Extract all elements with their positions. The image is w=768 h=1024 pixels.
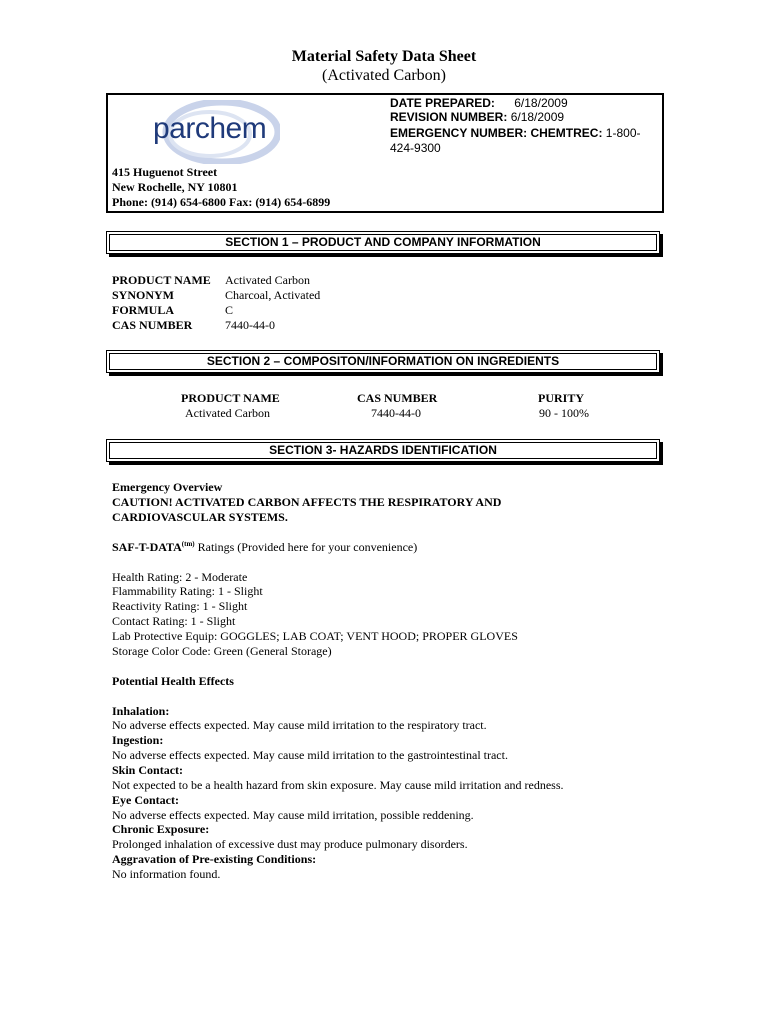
composition-header-purity: PURITY bbox=[538, 391, 585, 405]
emergency-value-part1: 1-800- bbox=[605, 126, 641, 140]
cas-number-value: 7440-44-0 bbox=[225, 318, 275, 332]
composition-value-purity: 90 - 100% bbox=[539, 406, 589, 420]
flammability-rating: Flammability Rating: 1 - Slight bbox=[112, 584, 263, 598]
composition-value-cas: 7440-44-0 bbox=[371, 406, 421, 420]
product-name-value: Activated Carbon bbox=[225, 273, 310, 287]
inhalation-text: No adverse effects expected. May cause mild irritation to the respiratory tract. bbox=[112, 718, 487, 732]
phone-fax-line: Phone: (914) 654-6800 Fax: (914) 654-6899 bbox=[112, 195, 331, 209]
aggravation-heading: Aggravation of Pre-existing Conditions: bbox=[112, 852, 317, 866]
date-prepared bbox=[390, 96, 568, 110]
skin-contact-text: Not expected to be a health hazard from skin exposure. May cause mild irritation and redness. bbox=[112, 778, 564, 792]
caution-line-2: CARDIOVASCULAR SYSTEMS. bbox=[112, 510, 288, 524]
health-rating: Health Rating: 2 - Moderate bbox=[112, 570, 248, 584]
address-line-1: 415 Huguenot Street bbox=[112, 165, 218, 179]
saf-t-data-label: SAF-T-DATA bbox=[112, 540, 182, 554]
inhalation-heading: Inhalation: bbox=[112, 704, 170, 718]
composition-header-cas: CAS NUMBER bbox=[357, 391, 438, 405]
synonym-value: Charcoal, Activated bbox=[225, 288, 321, 302]
lab-protective-equip: Lab Protective Equip: GOGGLES; LAB COAT; VENT HOOD; PROPER GLOVES bbox=[112, 629, 518, 643]
document-subtitle: (Activated Carbon) bbox=[322, 67, 446, 84]
aggravation-text: No information found. bbox=[112, 867, 221, 881]
synonym-label: SYNONYM bbox=[112, 288, 174, 302]
section-3-heading bbox=[106, 439, 660, 462]
chronic-exposure-heading: Chronic Exposure: bbox=[112, 822, 210, 836]
product-name-label: PRODUCT NAME bbox=[112, 273, 211, 287]
storage-color-code: Storage Color Code: Green (General Storage) bbox=[112, 644, 332, 658]
contact-rating: Contact Rating: 1 - Slight bbox=[112, 614, 236, 628]
formula-label: FORMULA bbox=[112, 303, 174, 317]
section-3-heading-text: SECTION 3- HAZARDS IDENTIFICATION bbox=[269, 443, 497, 457]
emergency-number bbox=[390, 126, 640, 140]
section-1-heading-text: SECTION 1 – PRODUCT AND COMPANY INFORMATION bbox=[225, 235, 541, 249]
emergency-value-part2: 424-9300 bbox=[390, 141, 441, 155]
date-prepared-label: DATE PREPARED: bbox=[390, 96, 495, 110]
cas-number-label: CAS NUMBER bbox=[112, 318, 193, 332]
ingestion-text: No adverse effects expected. May cause mild irritation to the gastrointestinal tract. bbox=[112, 748, 508, 762]
eye-contact-heading: Eye Contact: bbox=[112, 793, 179, 807]
emergency-overview-heading: Emergency Overview bbox=[112, 480, 223, 494]
emergency-label: EMERGENCY NUMBER: CHEMTREC: bbox=[390, 126, 603, 140]
saf-t-data-rest: Ratings (Provided here for your convenience) bbox=[194, 540, 418, 554]
parchem-logo-text: parchem bbox=[153, 112, 267, 145]
reactivity-rating: Reactivity Rating: 1 - Slight bbox=[112, 599, 248, 613]
composition-value-product: Activated Carbon bbox=[185, 406, 270, 420]
revision-value: 6/18/2009 bbox=[510, 110, 565, 124]
saf-t-data-line bbox=[112, 540, 417, 555]
composition-header-product: PRODUCT NAME bbox=[181, 391, 280, 405]
address-line-2: New Rochelle, NY 10801 bbox=[112, 180, 238, 194]
eye-contact-text: No adverse effects expected. May cause mild irritation, possible reddening. bbox=[112, 808, 474, 822]
date-prepared-value: 6/18/2009 bbox=[514, 96, 568, 110]
caution-line-1: CAUTION! ACTIVATED CARBON AFFECTS THE RESPIRATORY AND bbox=[112, 495, 502, 509]
section-2-heading bbox=[106, 350, 660, 373]
document-title: Material Safety Data Sheet bbox=[291, 48, 477, 65]
ingestion-heading: Ingestion: bbox=[112, 733, 164, 747]
chronic-exposure-text: Prolonged inhalation of excessive dust may produce pulmonary disorders. bbox=[112, 837, 468, 851]
formula-value: C bbox=[225, 303, 234, 317]
skin-contact-heading: Skin Contact: bbox=[112, 763, 184, 777]
potential-health-effects-heading: Potential Health Effects bbox=[112, 674, 234, 688]
saf-t-data-tm: (tm) bbox=[181, 540, 195, 548]
revision-label: REVISION NUMBER: bbox=[390, 110, 508, 124]
section-1-heading bbox=[106, 231, 660, 254]
section-2-heading-text: SECTION 2 – COMPOSITON/INFORMATION ON INGREDIENTS bbox=[206, 354, 560, 368]
revision-number bbox=[390, 110, 564, 124]
